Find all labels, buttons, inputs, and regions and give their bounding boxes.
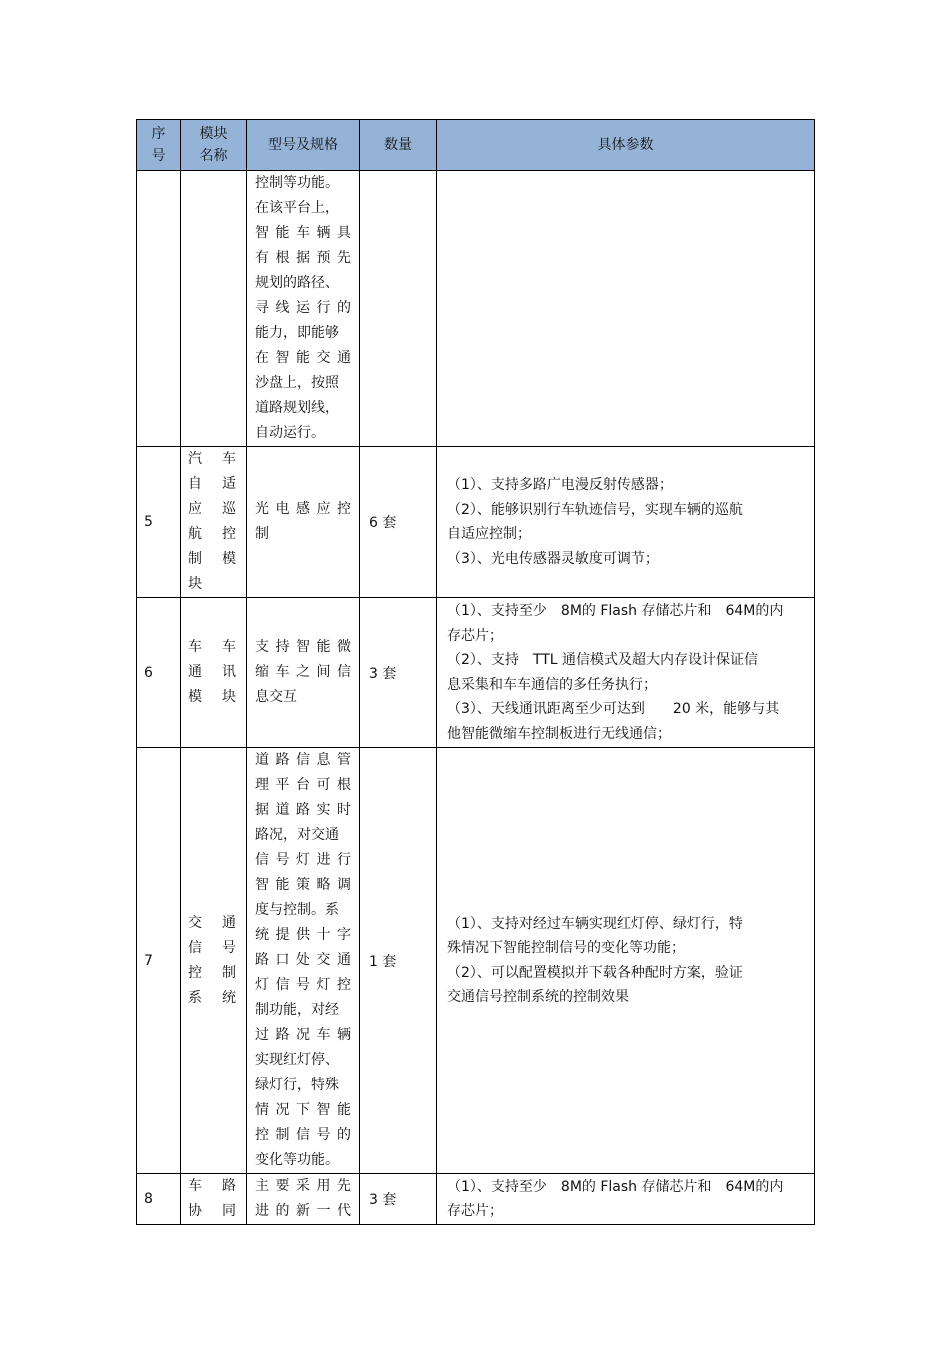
row-module (181, 598, 247, 748)
row-module (181, 1174, 247, 1225)
table-row (137, 447, 815, 598)
model-line: 控制等功能。 (255, 175, 339, 191)
row-number: 6 (137, 598, 181, 748)
row-qty: 6 套 (360, 447, 437, 598)
model-line: 情况下智能 (255, 1102, 351, 1118)
module-line: 汽车 (188, 451, 236, 467)
row-params (437, 1174, 815, 1225)
module-line: 应巡 (188, 501, 236, 517)
model-line: 寻线运行的 (255, 300, 351, 316)
module-line: 航控 (188, 526, 236, 542)
row-number: 8 (137, 1174, 181, 1225)
module-line: 控制 (188, 964, 236, 981)
model-line: 缩车之间信 (255, 664, 351, 680)
header-no-line: 号 (151, 148, 166, 164)
header-no-line: 序 (151, 126, 166, 142)
module-line: 系统 (188, 989, 236, 1006)
model-line: 实现红灯停、 (255, 1052, 339, 1068)
row-qty (360, 171, 437, 447)
param-line: （1）、支持对经过车辆实现红灯停、绿灯行，特 (447, 915, 743, 932)
module-line: 块 (188, 576, 202, 592)
model-line: 控制信号的 (255, 1127, 351, 1143)
model-line: 光电感应控 (255, 501, 351, 517)
row-model (247, 171, 360, 447)
param-line: （3）、天线通讯距离至少可达到 20 米，能够与其 (447, 701, 780, 717)
param-line: （1）、支持多路广电漫反射传感器； (447, 477, 673, 493)
model-line: 路口处交通 (255, 952, 351, 968)
param-line: （3）、光电传感器灵敏度可调节； (447, 550, 659, 567)
param-line: 息采集和车车通信的多任务执行； (447, 676, 657, 693)
table-row (137, 1174, 815, 1225)
model-line: 制功能，对经 (255, 1002, 339, 1018)
header-model: 型号及规格 (247, 120, 360, 171)
param-line: （1）、支持至少 8M的 Flash 存储芯片和 64M的内 (447, 1178, 784, 1195)
row-qty: 3 套 (360, 598, 437, 748)
row-module (181, 171, 247, 447)
param-line: 自适应控制； (447, 526, 531, 542)
param-line: 存芯片； (447, 1203, 503, 1219)
header-module-line: 模块 (199, 126, 228, 142)
row-params (437, 171, 815, 447)
model-line: 能力，即能够 (255, 325, 339, 341)
model-line: 道路规划线， (255, 400, 339, 416)
model-line: 进的新一代 (255, 1203, 351, 1219)
row-module (181, 447, 247, 598)
model-line: 自动运行。 (255, 425, 325, 441)
row-module (181, 748, 247, 1174)
row-params (437, 598, 815, 748)
param-line: （2）、可以配置模拟并下载各种配时方案，验证 (447, 964, 743, 981)
param-line: 他智能微缩车控制板进行无线通信； (447, 725, 671, 742)
model-line: 在该平台上， (255, 200, 339, 216)
module-line: 协同 (188, 1203, 236, 1219)
model-line: 灯信号灯控 (255, 977, 351, 993)
row-model (247, 1174, 360, 1225)
row-model (247, 447, 360, 598)
module-line: 交通 (188, 914, 236, 931)
model-line: 度与控制。系 (255, 902, 339, 918)
module-line: 车路 (188, 1178, 236, 1194)
module-line: 模块 (188, 689, 236, 705)
param-line: 殊情况下智能控制信号的变化等功能； (447, 940, 685, 956)
header-no (137, 120, 181, 171)
param-line: 交通信号控制系统的控制效果 (447, 989, 629, 1005)
header-row (137, 120, 815, 171)
row-qty: 3 套 (360, 1174, 437, 1225)
model-line: 理平台可根 (255, 777, 351, 793)
model-line: 统提供十字 (255, 927, 351, 943)
module-line: 自适 (188, 476, 236, 492)
row-number: 5 (137, 447, 181, 598)
model-line: 过路况车辆 (255, 1027, 351, 1043)
param-line: （1）、支持至少 8M的 Flash 存储芯片和 64M的内 (447, 603, 784, 619)
row-number: 7 (137, 748, 181, 1174)
param-line: （2）、能够识别行车轨迹信号，实现车辆的巡航 (447, 501, 743, 518)
model-line: 据道路实时 (255, 802, 351, 818)
header-params: 具体参数 (437, 120, 815, 171)
model-line: 支持智能微 (255, 639, 351, 655)
module-line: 通讯 (188, 664, 236, 680)
header-module-line: 名称 (199, 148, 228, 164)
header-module (181, 120, 247, 171)
model-line: 智能车辆具 (255, 225, 351, 241)
table-row (137, 748, 815, 1174)
model-line: 息交互 (255, 689, 297, 705)
module-line: 车车 (188, 639, 236, 655)
row-model (247, 598, 360, 748)
row-model (247, 748, 360, 1174)
module-line: 制模 (188, 551, 236, 567)
model-line: 有根据预先 (255, 250, 351, 266)
param-line: （2）、支持 TTL 通信模式及超大内存设计保证信 (447, 652, 759, 668)
row-qty: 1 套 (360, 748, 437, 1174)
table-row (137, 598, 815, 748)
model-line: 绿灯行，特殊 (255, 1077, 339, 1093)
param-line: 存芯片； (447, 627, 503, 644)
model-line: 智能策略调 (255, 877, 351, 893)
model-line: 在智能交通 (255, 350, 351, 366)
model-line: 沙盘上，按照 (255, 375, 339, 391)
row-params (437, 447, 815, 598)
row-params (437, 748, 815, 1174)
model-line: 变化等功能。 (255, 1152, 339, 1168)
row-number (137, 171, 181, 447)
table-row (137, 171, 815, 447)
module-line: 信号 (188, 939, 236, 956)
spec-table (136, 119, 815, 1225)
model-line: 规划的路径、 (255, 275, 339, 291)
model-line: 道路信息管 (255, 752, 351, 768)
model-line: 制 (255, 526, 269, 542)
model-line: 路况，对交通 (255, 827, 339, 843)
header-qty: 数量 (360, 120, 437, 171)
model-line: 信号灯进行 (255, 852, 351, 868)
model-line: 主要采用先 (255, 1178, 351, 1194)
